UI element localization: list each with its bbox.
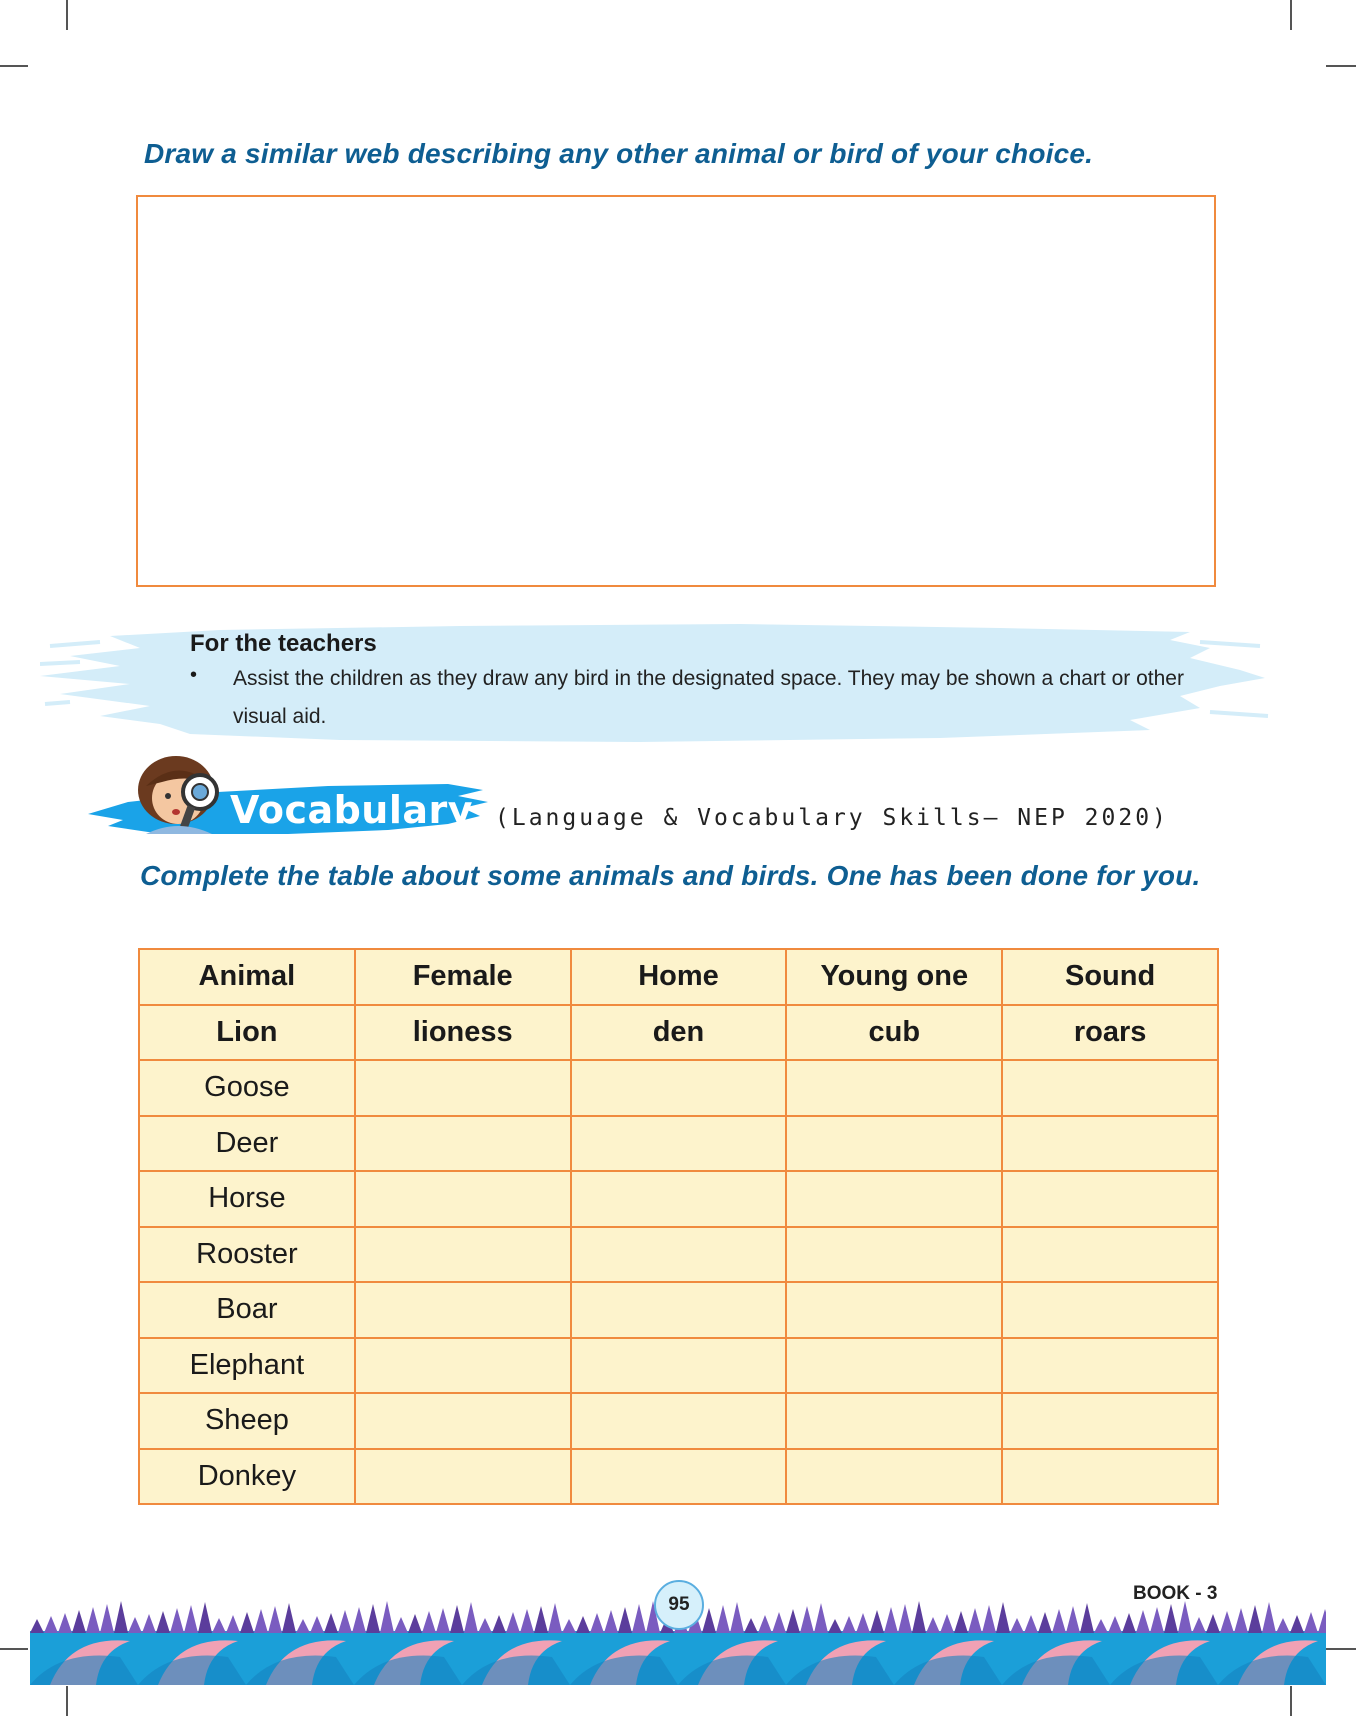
tree-shape (492, 1615, 506, 1633)
answer-cell[interactable] (571, 1116, 787, 1172)
animal-cell: Elephant (139, 1338, 355, 1394)
bullet-icon: • (190, 664, 198, 686)
tree-shape (1108, 1616, 1122, 1633)
crop-mark (1290, 0, 1292, 30)
vocabulary-table (138, 948, 1219, 1505)
tree-shape (506, 1612, 520, 1633)
tree-shape (954, 1611, 968, 1633)
tree-shape (744, 1618, 758, 1633)
table-row (139, 1227, 1218, 1283)
tree-shape (1052, 1609, 1066, 1633)
example-home: den (571, 1005, 787, 1061)
tree-shape (366, 1604, 380, 1633)
tree-shape (898, 1604, 912, 1633)
answer-cell[interactable] (355, 1227, 571, 1283)
draw-instruction: Draw a similar web describing any other animal or bird of your choice. (144, 138, 1094, 169)
tree-shape (856, 1613, 870, 1633)
tree-shape (730, 1602, 744, 1633)
tree-shape (72, 1610, 86, 1633)
example-female: lioness (355, 1005, 571, 1061)
tree-shape (758, 1615, 772, 1633)
table-row (139, 1282, 1218, 1338)
answer-cell[interactable] (355, 1060, 571, 1116)
answer-cell[interactable] (355, 1171, 571, 1227)
example-young-one: cub (786, 1005, 1002, 1061)
table-row (139, 1171, 1218, 1227)
answer-cell[interactable] (355, 1393, 571, 1449)
tree-shape (632, 1604, 646, 1633)
answer-cell[interactable] (355, 1449, 571, 1505)
tree-shape (338, 1610, 352, 1633)
tree-shape (1122, 1613, 1136, 1633)
tree-shape (422, 1611, 436, 1633)
table-row (139, 1116, 1218, 1172)
tree-shape (212, 1618, 226, 1633)
crop-mark (1290, 1686, 1292, 1716)
drawing-area[interactable] (136, 195, 1216, 587)
tree-shape (590, 1613, 604, 1633)
table-row (139, 1060, 1218, 1116)
tree-shape (464, 1602, 478, 1633)
answer-cell[interactable] (355, 1282, 571, 1338)
tree-shape (198, 1602, 212, 1633)
tree-shape (30, 1619, 44, 1633)
example-animal: Lion (139, 1005, 355, 1061)
crop-mark (1326, 65, 1356, 67)
tree-shape (786, 1609, 800, 1633)
answer-cell[interactable] (1002, 1116, 1218, 1172)
answer-cell[interactable] (786, 1449, 1002, 1505)
header-home: Home (571, 949, 787, 1005)
tree-shape (1024, 1615, 1038, 1633)
tree-shape (1262, 1602, 1276, 1633)
table-instruction: Complete the table about some animals and birds. One has been done for you. (140, 860, 1201, 891)
tree-shape (968, 1608, 982, 1633)
tree-shape (58, 1613, 72, 1633)
tree-shape (772, 1612, 786, 1633)
table-row (139, 1393, 1218, 1449)
tree-shape (1304, 1612, 1318, 1633)
tree-shape (128, 1617, 142, 1633)
tree-shape (926, 1617, 940, 1633)
answer-cell[interactable] (1002, 1393, 1218, 1449)
teacher-note-title: For the teachers (190, 630, 377, 657)
answer-cell[interactable] (1002, 1338, 1218, 1394)
tree-shape (352, 1607, 366, 1633)
tree-shape (1080, 1603, 1094, 1633)
vocabulary-title: Vocabulary (230, 788, 474, 832)
tree-shape (548, 1603, 562, 1633)
tree-shape (716, 1605, 730, 1633)
tree-shape (1290, 1615, 1304, 1633)
tree-shape (562, 1619, 576, 1633)
header-female: Female (355, 949, 571, 1005)
animal-cell: Sheep (139, 1393, 355, 1449)
tree-shape (912, 1601, 926, 1633)
answer-cell[interactable] (571, 1227, 787, 1283)
tree-shape (1318, 1609, 1326, 1633)
tree-shape (534, 1606, 548, 1633)
answer-cell[interactable] (571, 1171, 787, 1227)
answer-cell[interactable] (786, 1116, 1002, 1172)
header-young-one: Young one (786, 949, 1002, 1005)
tree-shape (1150, 1607, 1164, 1633)
answer-cell[interactable] (786, 1060, 1002, 1116)
tree-shape (380, 1601, 394, 1633)
tree-shape (114, 1601, 128, 1633)
answer-cell[interactable] (571, 1449, 787, 1505)
animal-cell: Deer (139, 1116, 355, 1172)
tree-shape (436, 1608, 450, 1633)
answer-cell[interactable] (571, 1282, 787, 1338)
table-row (139, 1338, 1218, 1394)
tree-shape (450, 1605, 464, 1633)
teacher-note-text: Assist the children as they draw any bird in the designated space. They may be shown a chart or other visual aid. (233, 667, 1184, 728)
tree-shape (478, 1618, 492, 1633)
tree-shape (142, 1614, 156, 1633)
tree-shape (814, 1603, 828, 1633)
example-row (139, 1005, 1218, 1061)
answer-cell[interactable] (571, 1393, 787, 1449)
book-label: BOOK - 3 (1133, 1583, 1218, 1604)
tree-shape (1094, 1619, 1108, 1633)
answer-cell[interactable] (1002, 1227, 1218, 1283)
table-row (139, 1449, 1218, 1505)
answer-cell[interactable] (786, 1393, 1002, 1449)
tree-shape (324, 1613, 338, 1633)
table-header-row (139, 949, 1218, 1005)
animal-cell: Rooster (139, 1227, 355, 1283)
tree-shape (184, 1605, 198, 1633)
crop-mark (0, 65, 28, 67)
tree-shape (86, 1607, 100, 1633)
example-sound: roars (1002, 1005, 1218, 1061)
tree-shape (1136, 1610, 1150, 1633)
answer-cell[interactable] (786, 1171, 1002, 1227)
answer-cell[interactable] (786, 1282, 1002, 1338)
tree-shape (156, 1611, 170, 1633)
tree-shape (268, 1606, 282, 1633)
tree-shape (310, 1616, 324, 1633)
tree-shape (240, 1612, 254, 1633)
tree-shape (226, 1615, 240, 1633)
tree-shape (394, 1617, 408, 1633)
tree-shape (604, 1610, 618, 1633)
answer-cell[interactable] (355, 1116, 571, 1172)
answer-cell[interactable] (571, 1060, 787, 1116)
tree-shape (1220, 1611, 1234, 1633)
header-sound: Sound (1002, 949, 1218, 1005)
tree-shape (1206, 1614, 1220, 1633)
answer-cell[interactable] (1002, 1282, 1218, 1338)
tree-shape (170, 1608, 184, 1633)
tree-shape (408, 1614, 422, 1633)
tree-shape (1066, 1606, 1080, 1633)
answer-cell[interactable] (1002, 1449, 1218, 1505)
tree-shape (996, 1602, 1010, 1633)
tree-shape (296, 1619, 310, 1633)
tree-shape (618, 1607, 632, 1633)
answer-cell[interactable] (786, 1227, 1002, 1283)
tree-shape (870, 1610, 884, 1633)
tree-shape (800, 1606, 814, 1633)
tree-shape (1192, 1617, 1206, 1633)
tree-shape (1178, 1601, 1192, 1633)
header-animal: Animal (139, 949, 355, 1005)
tree-shape (44, 1616, 58, 1633)
animal-cell: Horse (139, 1171, 355, 1227)
tree-shape (828, 1619, 842, 1633)
tree-shape (1164, 1604, 1178, 1633)
animal-cell: Goose (139, 1060, 355, 1116)
tree-shape (100, 1604, 114, 1633)
animal-cell: Donkey (139, 1449, 355, 1505)
tree-shape (282, 1603, 296, 1633)
tree-shape (520, 1609, 534, 1633)
animal-cell: Boar (139, 1282, 355, 1338)
tree-shape (1276, 1618, 1290, 1633)
crop-mark (1326, 1648, 1356, 1650)
crop-mark (66, 0, 68, 30)
tree-shape (1248, 1605, 1262, 1633)
tree-shape (1010, 1618, 1024, 1633)
tree-shape (702, 1608, 716, 1633)
tree-shape (1234, 1608, 1248, 1633)
tree-shape (940, 1614, 954, 1633)
tree-shape (1038, 1612, 1052, 1633)
page-number: 95 (654, 1580, 704, 1630)
answer-cell[interactable] (355, 1338, 571, 1394)
answer-cell[interactable] (571, 1338, 787, 1394)
answer-cell[interactable] (1002, 1171, 1218, 1227)
vocabulary-subtitle: (Language & Vocabulary Skills— NEP 2020) (495, 805, 1169, 831)
tree-shape (254, 1609, 268, 1633)
answer-cell[interactable] (1002, 1060, 1218, 1116)
tree-shape (576, 1616, 590, 1633)
crop-mark (0, 1648, 28, 1650)
tree-shape (884, 1607, 898, 1633)
tree-shape (982, 1605, 996, 1633)
answer-cell[interactable] (786, 1338, 1002, 1394)
tree-shape (842, 1616, 856, 1633)
crop-mark (66, 1686, 68, 1716)
